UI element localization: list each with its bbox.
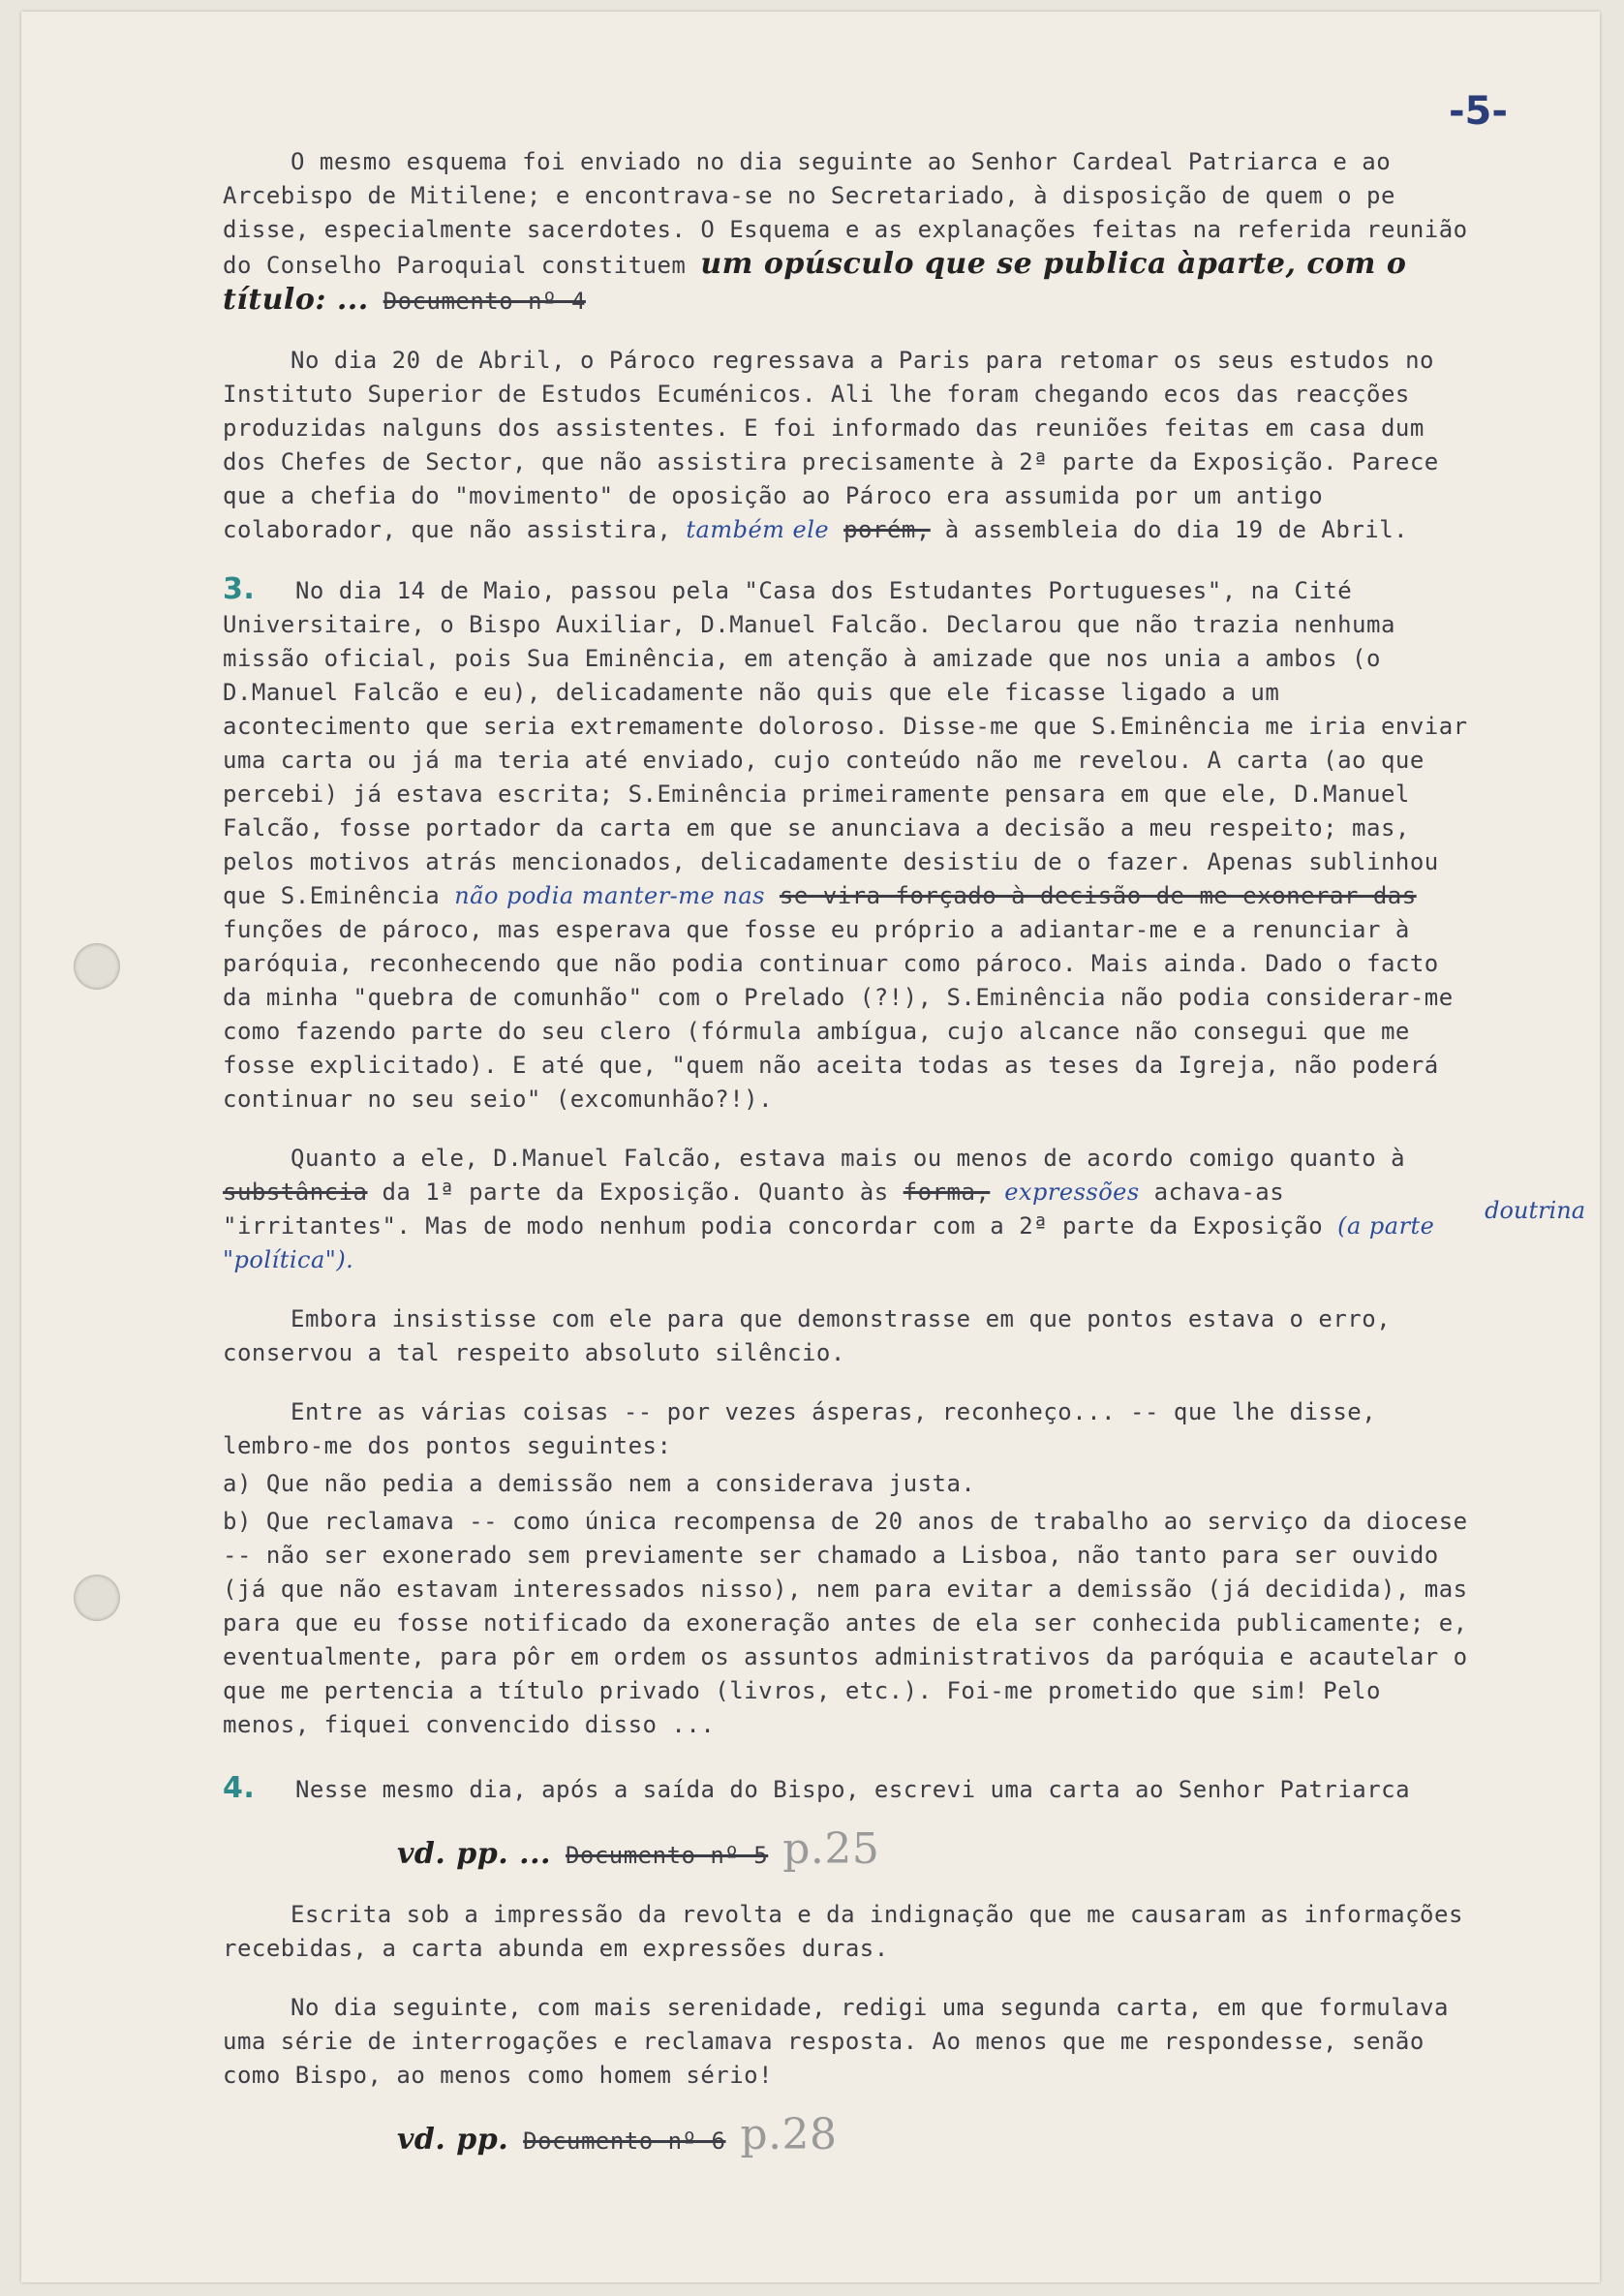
paragraph-7: 4. Nesse mesmo dia, após a saída do Bispo, escrevi uma carta ao Senhor Patriarca: [223, 1771, 1411, 1805]
handwritten-note: não podia manter-me nas: [454, 882, 765, 909]
paragraph-1: O mesmo esquema foi enviado no dia seguinte ao Senhor Cardeal Patriarca e ao Arcebispo de Mitilene; e encontrava-se no Secretariado, à disposição de quem o pe disse, especialmente sacerdotes. O Esquema e as explanações feitas na referida reunião do Conselho Paroquial constituem um opúsculo que se publica àparte, com o título: ... Documento nº 4: [223, 148, 1468, 317]
list-item-b: b) Que reclamava -- como única recompensa de 20 anos de trabalho ao serviço da diocese -- não ser exonerado sem previamente ser chamado a Lisboa, não tanto para ser ouvido (já que não estavam interessados nisso), nem para evitar a demissão (já decidida), mas para que eu fosse notificado da exoneração antes de ela ser conhecida publicamente; e, eventualmente, para pôr em ordem os assuntos administrativos da paróquia e acautelar o que me pertencia a título privado (livros, etc.). Foi-me prometido que sim! Pelo menos, fiquei convencido disso ...: [223, 1508, 1468, 1738]
paragraph-3: 3. No dia 14 de Maio, passou pela "Casa dos Estudantes Portugueses", na Cité Universitaire, o Bispo Auxiliar, D.Manuel Falcão. Declarou que não trazia nenhuma missão oficial, pois Sua Eminência, em atenção à amizade que nos unia a ambos (o D.Manuel Falcão e eu), delicadamente não quis que ele ficasse ligado a um acontecimento que seria extremamente doloroso. Disse-me que S.Eminência me iria enviar uma carta ou já ma teria até enviado, cujo conteúdo não me revelou. A carta (ao que percebi) já estava escrita; S.Eminência primeiramente pensara em que ele, D.Manuel Falcão, fosse portador da carta em que se anunciava a decisão a meu respeito; mas, pelos motivos atrás mencionados, delicadamente desistiu de o fazer. Apenas sublinhou que S.Eminência não podia manter-me nas se vira forçado à decisão de me exonerar das funções de pároco, mas esperava que fosse eu próprio a adiantar-me e a renunciar à paróquia, reconhecendo que não podia continuar como pároco. Mais ainda. Dado o facto da minha "quebra de comunhão" com o Prelado (?!), S.Eminência não podia considerar-me como fazendo parte do seu clero (fórmula ambígua, cujo alcance não consegui que me fosse explicitado). E até que, "quem não aceita todas as teses da Igreja, não poderá continuar no seu seio" (excomunhão?!).: [223, 572, 1468, 1113]
reference-line-2: [223, 2110, 1482, 2159]
paragraph-9: No dia seguinte, com mais serenidade, redigi uma segunda carta, em que formulava uma série de interrogações e reclamava resposta. Ao menos que me respondesse, senão como Bispo, ao menos como homem sério!: [223, 1994, 1449, 2089]
paragraph-2: No dia 20 de Abril, o Pároco regressava a Paris para retomar os seus estudos no Instituto Superior de Estudos Ecuménicos. Ali lhe foram chegando ecos das reacções produzidas nalguns dos assistentes. E foi informado das reuniões feitas em casa dum dos Chefes de Sector, que não assistira precisamente à 2ª parte da Exposição. Parece que a chefia do "movimento" de oposição ao Pároco era assumida por um antigo colaborador, que não assistira, também ele porém, à assembleia do dia 19 de Abril.: [223, 347, 1439, 543]
section-number: 4.: [223, 1771, 256, 1805]
paragraph-8: Escrita sob a impressão da revolta e da indignação que me causaram as informações recebidas, a carta abunda em expressões duras.: [223, 1901, 1463, 1962]
punch-hole-bottom: [74, 1575, 120, 1621]
punch-hole-top: [74, 943, 120, 990]
points-list: [223, 1395, 1482, 1742]
handwritten-note: expressões: [1004, 1179, 1140, 1206]
struck-text: Documento nº 5: [565, 1842, 769, 1869]
handwritten-insert: um opúsculo que se publica àparte, com o título: ...: [223, 247, 1407, 317]
reference-line-1: [223, 1824, 1482, 1874]
struck-text: Documento nº 6: [523, 2128, 726, 2155]
handwritten-insert: vd. pp.: [397, 2123, 509, 2157]
page-number: -5-: [1448, 89, 1508, 134]
struck-text: Documento nº 4: [383, 288, 586, 315]
paragraph-6: Entre as várias coisas -- por vezes ásperas, reconheço... -- que lhe disse, lembro-me dos pontos seguintes:: [223, 1398, 1377, 1459]
document-body: [223, 145, 1482, 2184]
struck-text: forma,: [903, 1179, 991, 1206]
paragraph-5: Embora insistisse com ele para que demonstrasse em que pontos estava o erro, conservou a tal respeito absoluto silêncio.: [223, 1305, 1392, 1366]
struck-text: se vira forçado à decisão de me exonerar das: [779, 882, 1417, 909]
list-item-a: a) Que não pedia a demissão nem a considerava justa.: [223, 1470, 976, 1497]
section-number: 3.: [223, 572, 256, 606]
struck-text: substância: [223, 1179, 368, 1206]
pencil-page-ref: p.25: [782, 1824, 880, 1874]
margin-annotation: doutrina: [1485, 1197, 1585, 1224]
handwritten-note: também ele: [686, 516, 830, 543]
pencil-page-ref: p.28: [740, 2110, 838, 2159]
paragraph-4: Quanto a ele, D.Manuel Falcão, estava mais ou menos de acordo comigo quanto à substância da 1ª parte da Exposição. Quanto às forma, expressões achava-as "irritantes". Mas de modo nenhum podia concordar com a 2ª parte da Exposição (a parte "política").: [223, 1145, 1435, 1273]
handwritten-note: (a parte "política").: [223, 1212, 1435, 1273]
struck-text: porém,: [843, 516, 931, 543]
handwritten-insert: vd. pp. ...: [397, 1837, 551, 1871]
